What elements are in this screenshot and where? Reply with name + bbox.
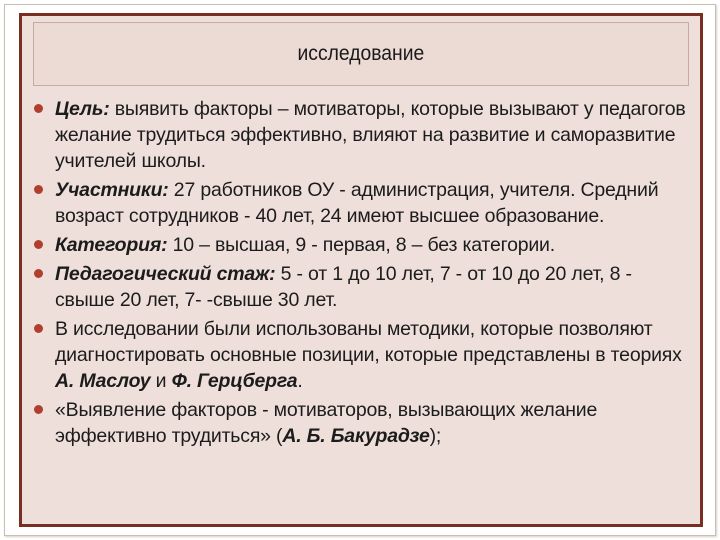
bullet-dot-icon	[34, 185, 43, 194]
goal-text: выявить факторы – мотиваторы, которые вызывают у педагогов желание трудиться эффективно, влияют на развитие и саморазвитие учителей школы.	[55, 98, 686, 172]
content-frame	[19, 13, 703, 527]
bullet-category	[28, 232, 688, 258]
category-text: 10 – высшая, 9 - первая, 8 – без категории.	[167, 234, 555, 256]
bullet-dot-icon	[34, 405, 43, 414]
goal-label: Цель:	[55, 98, 110, 120]
experience-label: Педагогический стаж:	[55, 263, 276, 285]
bullet-methods	[28, 316, 688, 394]
participants-label: Участники:	[55, 179, 169, 201]
category-label: Категория:	[55, 234, 168, 256]
author-maslow: А. Маслоу	[55, 370, 151, 392]
methods-and: и	[150, 370, 172, 392]
bullet-list	[28, 96, 688, 452]
bullet-dot-icon	[34, 240, 43, 249]
author-herzberg: Ф. Герцберга	[171, 370, 298, 392]
technique-end: );	[429, 425, 442, 447]
author-bakuradze: А. Б. Бакурадзе	[282, 425, 430, 447]
bullet-dot-icon	[34, 324, 43, 333]
participants-text: 27 работников ОУ - администрация, учителя. Средний возраст сотрудников - 40 лет, 24 имеют высшее образование.	[55, 179, 659, 227]
title-bar	[33, 22, 689, 86]
slide-title: исследование	[297, 42, 425, 65]
methods-text: В исследовании были использованы методики, которые позволяют диагностировать основные позиции, которые представлены в теориях	[55, 318, 682, 366]
bullet-dot-icon	[34, 104, 43, 113]
bullet-technique	[28, 397, 688, 449]
bullet-dot-icon	[34, 269, 43, 278]
bullet-participants	[28, 177, 688, 229]
experience-text: 5 - от 1 до 10 лет, 7 - от 10 до 20 лет, 8 - свыше 20 лет, 7- -свыше 30 лет.	[55, 263, 632, 311]
methods-end: .	[297, 370, 303, 392]
slide	[4, 4, 716, 536]
bullet-experience	[28, 261, 688, 313]
bullet-goal	[28, 96, 688, 174]
technique-text: «Выявление факторов - мотиваторов, вызывающих желание эффективно трудиться» (	[55, 399, 598, 447]
